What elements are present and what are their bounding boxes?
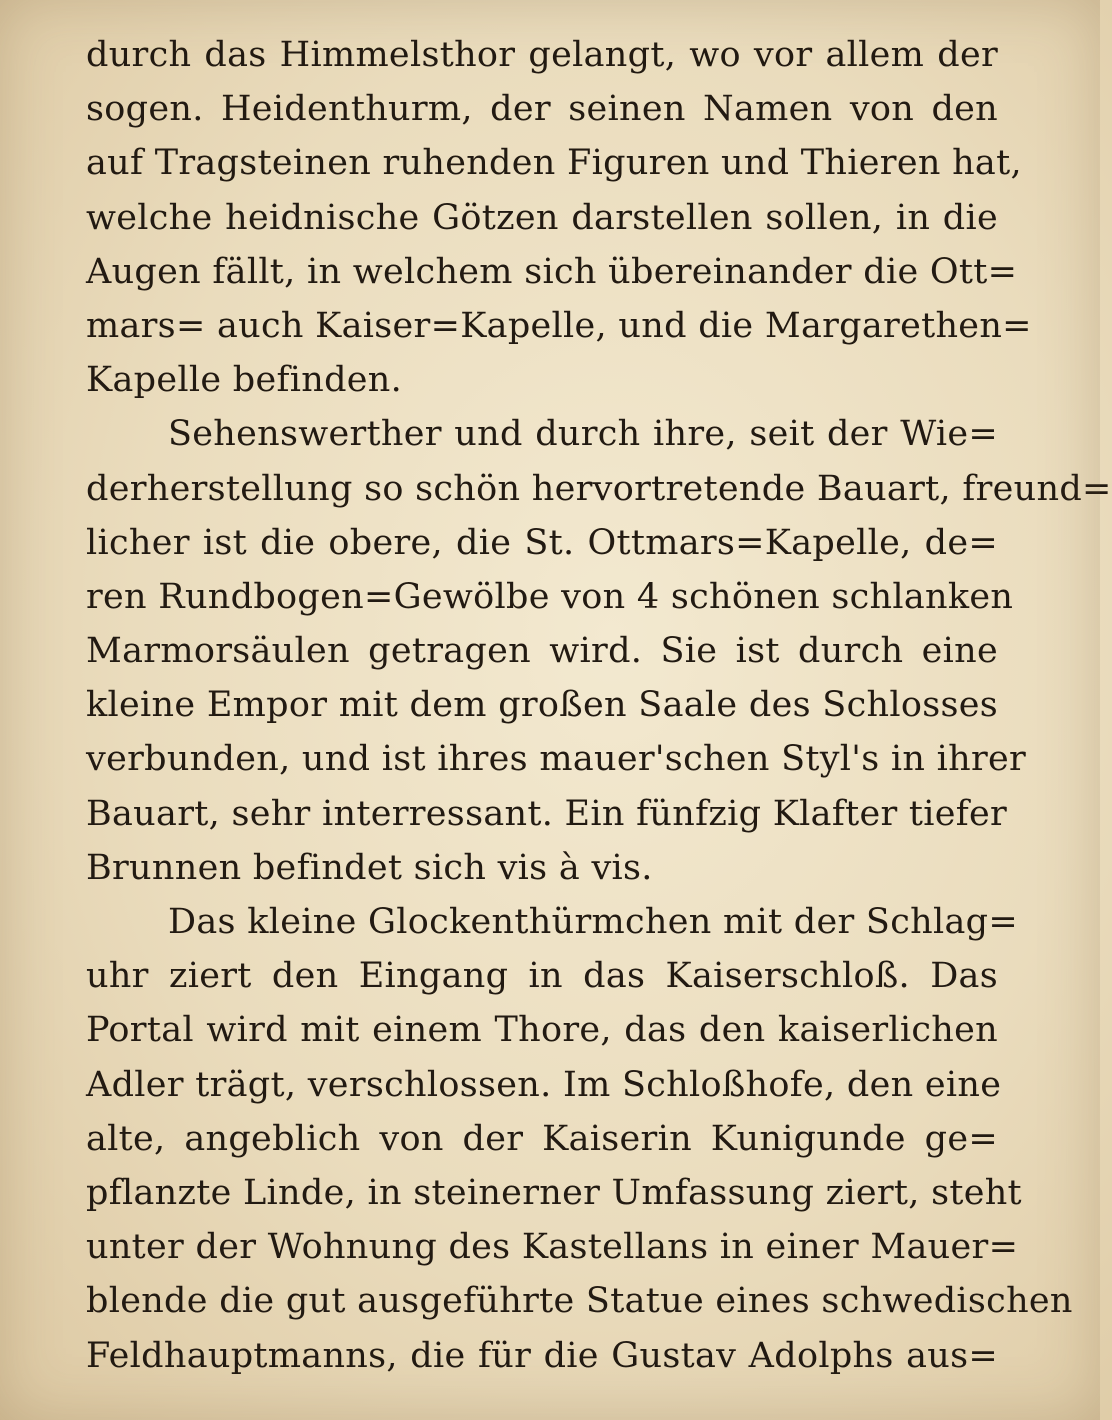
paragraph-start-line: Das kleine Glockenthürmchen mit der Schlag=: [168, 902, 1018, 942]
text-line: Kapelle befinden.: [86, 360, 403, 401]
text-line: Augen fällt, in welchem sich übereinander die Ott=: [86, 251, 1018, 292]
text-line: durch das Himmelsthor gelangt, wo vor allem der: [86, 35, 998, 75]
text-line: Bauart, sehr interressant. Ein fünfzig Klafter tiefer: [86, 793, 1008, 834]
text-line: pflanzte Linde, in steinerner Umfassung ziert, steht: [86, 1172, 1022, 1213]
paragraph-start-line: Sehenswerther und durch ihre, seit der Wie=: [168, 414, 998, 455]
text-line: unter der Wohnung des Kastellans in einer Mauer=: [86, 1227, 1019, 1268]
text-line: uhr ziert den Eingang in das Kaiserschloß. Das: [86, 956, 998, 997]
text-line: ren Rundbogen=Gewölbe von 4 schönen schlanken: [86, 576, 1014, 617]
text-line: verbunden, und ist ihres mauer'schen Styl's in ihrer: [86, 739, 1027, 780]
text-line: kleine Empor mit dem großen Saale des Schlosses: [86, 685, 998, 726]
text-line: blende die gut ausgeführte Statue eines schwedischen: [86, 1281, 1073, 1322]
text-line: Feldhauptmanns, die für die Gustav Adolphs aus=: [86, 1335, 998, 1376]
text-line: Adler trägt, verschlossen. Im Schloßhofe, den eine: [86, 1064, 1002, 1105]
text-line: licher ist die obere, die St. Ottmars=Kapelle, de=: [86, 522, 998, 563]
body-text: [86, 28, 1112, 1383]
text-line: auf Tragsteinen ruhenden Figuren und Thieren hat,: [86, 143, 1022, 184]
text-line: sogen. Heidenthurm, der seinen Namen von den: [86, 89, 998, 130]
text-line: Portal wird mit einem Thore, das den kaiserlichen: [86, 1010, 998, 1051]
text-line: alte, angeblich von der Kaiserin Kunigunde ge=: [86, 1118, 998, 1159]
text-line: Marmorsäulen getragen wird. Sie ist durch eine: [86, 631, 998, 672]
text-line: welche heidnische Götzen darstellen sollen, in die: [86, 197, 998, 238]
text-line: derherstellung so schön hervortretende Bauart, freund=: [86, 468, 1112, 509]
text-line: mars= auch Kaiser=Kapelle, und die Margarethen=: [86, 305, 1032, 346]
text-line: Brunnen befindet sich vis à vis.: [86, 847, 653, 888]
